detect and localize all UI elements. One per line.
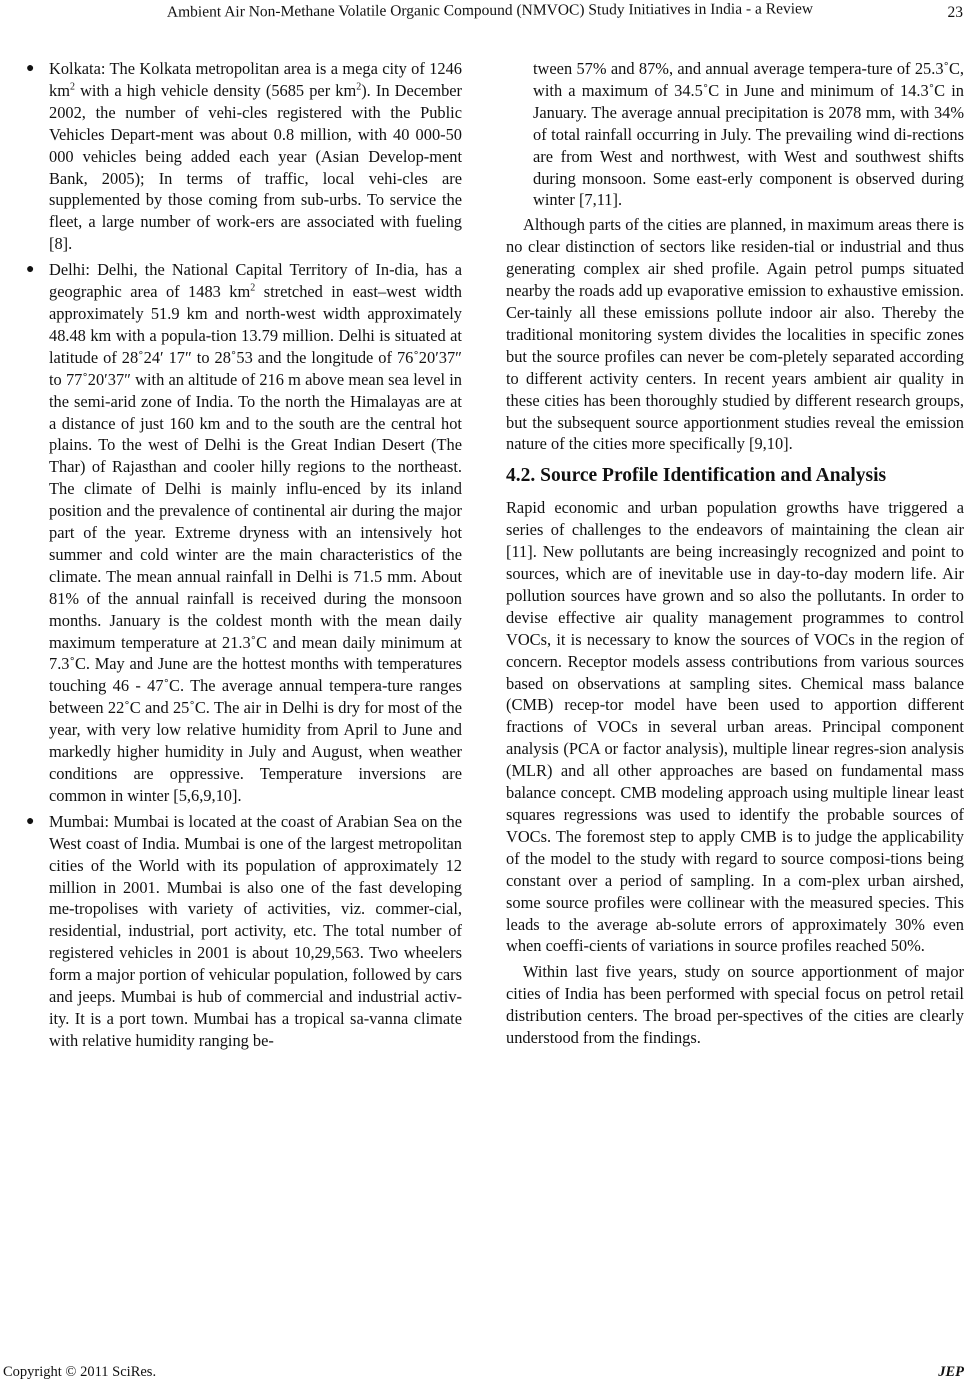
copyright-text: Copyright © 2011 SciRes. (3, 1364, 157, 1380)
bullet-mumbai: ● Mumbai: Mumbai is located at the coast of Arabian Sea on the West coast of India. Mumbai is one of the largest metropolitan cities of the World with its population of approximately 12 million in 2001. Mumbai is also one of the fast developing me-tropolises with variety of activities, viz. commer-cial, residential, industrial, port activity, etc. The total number of registered vehicles in 2001 is about 10,29,563. Two wheelers form a major portion of vehicular population, followed by cars and jeeps. Mumbai is hub of commercial and industrial activ-ity. It is a port town. Mumbai has a tropical sa-vanna climate with relative humidity ranging be- (26, 811, 462, 1050)
body-paragraph: Within last five years, study on source apportionment of major cities of India has been performed with special focus on petrol retail distribution centers. The broad per-spectives of the cities are clearly understood from the findings. (506, 962, 964, 1048)
right-column (506, 58, 964, 1049)
bullet-icon: ● (26, 813, 35, 829)
bullet-kolkata: ● Kolkata: The Kolkata metropolitan area is a mega city of 1246 $km^2$ with a high vehicle density (5685 per $km^2$). In December 2002, the number of vehi-cles registered with the Public Vehicles Depart-ment was about 0.8 million, with 40 000-50 000 vehicles being added each year (Asian Develop-ment Bank, 2005); In terms of traffic, local vehi-cles are supplemented by those coming from sub-urbs. To service the fleet, a large number of work-ers are associated with fueling [8]. (26, 59, 462, 254)
bullet-mumbai-continued: tween 57% and 87%, and annual average tempera-ture of 25.3˚C, with a maximum of 34.5˚C in June and minimum of 14.3˚C in January. The average annual precipitation is 2078 mm, with 34% of total rainfall occurring in July. The prevailing wind di-rections are from West and northwest, with West and southwest shifts during monsoon. Some east-erly component is observed during winter [7,11]. (533, 59, 964, 210)
body-paragraph: Rapid economic and urban population growths have triggered a series of challenges to the endeavors of maintaining the clean air [11]. New pollutants are being increasingly recognized and point to sources, which are of inevitable use in day-to-day modern life. Air pollution sources have grown and so also the pollutants. In order to devise effective air quality management programmes to control VOCs, it is necessary to know the sources of VOCs in the region of concern. Receptor models assess contributions from various sources based on observations at sampling sites. Chemical mass balance (CMB) recep-tor model have been used to apportion different fractions of VOCs in several urban areas. Principal component analysis (PCA or factor analysis), multiple linear regres-sion analysis (MLR) and all other approaches are based on fundamental mass balance concept. CMB modeling approach using multiple linear least squares regressions was used to identify the probable sources of VOCs. The foremost step to apply CMB is to judge the applicability of the model to the study with regard to source composi-tions being constant over a period of sampling. In a com-plex urban airshed, some source profiles were collinear with the measured species. This leads to the average ab-solute errors of approximately 30% even when coeffi-cients of variations in source profiles reached 50%. (506, 498, 964, 956)
bullet-delhi: ● Delhi: Delhi, the National Capital Territory of In-dia, has a geographic area of 1483 $km^2$ stretched in east–west width approximately 51.9 km and north-west width approximately 48.48 km with a popula-tion 13.79 million. Delhi is situated at latitude of 28˚24′ 17″ to 28˚53 and the longitude of 76˚20′37″ to 77˚20′37″ with an altitude of 216 m above mean sea level in the semi-arid zone of India. To the north the Himalayas are at a distance of just 160 km and to the south are the central hot plains. To the west of Delhi is the Great Indian Desert (The Thar) of Rajasthan and cooler hilly regions to the northeast. The climate of Delhi is mainly influ-enced by its inland position and the prevalence of continental air during the major part of the year. Extreme dryness with an intensively hot summer and cold winter are the main characteristics of the climate. The mean annual rainfall in Delhi is 71.5 mm. About 81% of the annual rainfall is received during the monsoon months. January is the coldest month with the mean daily maximum temperature at 21.3˚C and mean daily minimum at 7.3˚C. May and June are the hottest months with temperatures touching 46 - 47˚C. The average annual tempera-ture ranges between 22˚C and 25˚C. The air in Delhi is dry for most of the year, with very low relative humidity from April to June and markedly higher humidity in July and August, when weather conditions are oppressive. Temperature inversions are common in winter [5,6,9,10]. (26, 260, 462, 805)
left-column (22, 58, 462, 1056)
running-title: Ambient Air Non-Methane Volatile Organic Compound (NMVOC) Study Initiatives in India - a Review (166, 0, 814, 21)
section-heading: 4.2. Source Profile Identification and Analysis (506, 465, 887, 487)
bullet-icon: ● (26, 61, 35, 76)
body-paragraph: Although parts of the cities are planned, in maximum areas there is no clear distinction of sectors like residen-tial or industrial and thus generating complex air shed profile. Again petrol pumps situated nearby the roads add up evaporative emission to exhaustive emission. Cer-tainly all these emissions pollute indoor air also. Thereby the traditional monitoring system divides the localities in specific zones but the source profiles can never be com-pletely separated according to different activity centers. In recent years ambient air quality in these cities has been thoroughly studied by different research groups, but the subsequent source apportionment studies reveal the emission nature of the cities more specifically [9,10]. (506, 215, 964, 454)
running-header (30, 0, 965, 24)
page-number: 23 (947, 4, 963, 21)
bullet-icon: ● (26, 262, 35, 278)
journal-abbreviation: JEP (938, 1364, 964, 1380)
